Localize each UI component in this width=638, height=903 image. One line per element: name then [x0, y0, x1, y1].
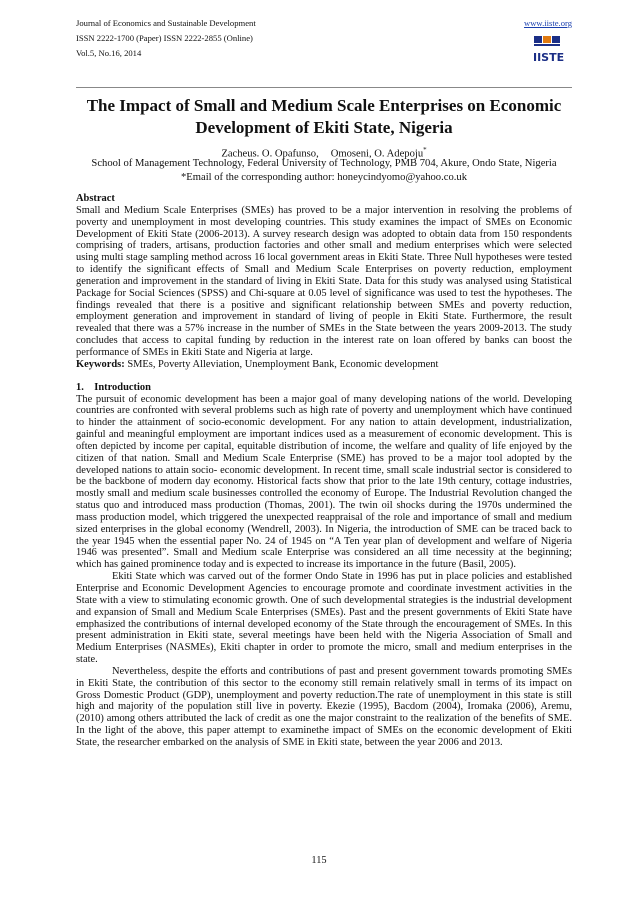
svg-text:IISTE: IISTE [533, 51, 565, 64]
paper-body [76, 193, 572, 749]
intro-paragraph-1: The pursuit of economic development has been a major goal of many developing nations of the world. Developing countries are confronted with several problems such as high rate of poverty and unemployment which have continued to hinder the attainment of socio-economic development. For any nation to attain development, industrialization, gainful and meaningful employment are important indices used as a measurement of economic development. This is often depicted by income per capital, equitable distribution of income, the welfare and quality of life enjoyed by the citizen of that nation. Small and Medium Scale Enterprise (SME) has proved to be a major tool adopted by the developed nations to attain socio- economic development. In recent time, small scale industrial sector is considered to be the backbone of modern day economy. Historical facts show that prior to the late 19th century, cottage industries, mostly small and medium scale businesses controlled the economy of Europe. The Industrial Revolution changed the status quo and introduced mass production (Thomas, 2001). The twin oil shocks during the 1970s undermined the mass production model, which triggered the unexpected reappraisal of the role and importance of small and medium sized enterprises in the global economy (Wendrell, 2003). In Nigeria, the introduction of SME can be traced back to the year 1945 when the essential paper No. 24 of 1945 on “A Ten year plan of development and welfare of Nigeria 1946 was presented”. Small and Medium scale Enterprise was considered an all time necessity at the beginning; which has gained prominence today and is expected to increase its importance in the future (Basil, 2005). [76, 393, 572, 571]
keywords-line [76, 359, 572, 371]
paper-title: The Impact of Small and Medium Scale Enterprises on Economic Development of Ekiti State, Nigeria [86, 96, 562, 137]
header-rule [76, 87, 572, 88]
journal-volume: Vol.5, No.16, 2014 [76, 48, 142, 58]
section-1-heading: 1. Introduction [76, 381, 151, 393]
page-number: 115 [311, 855, 327, 866]
keywords-text: SMEs, Poverty Alleviation, Unemployment Bank, Economic development [127, 358, 439, 370]
abstract-text: Small and Medium Scale Enterprises (SMEs) has proved to be a major intervention in resolving the problems of poverty and unemployment in most developing countries. This study examines the impact of SMEs on Economic Development of Ekiti State (2006-2013). A survey research design was adopted to obtain data from 150 respondents comprising of traders, artisans, production factories and other small and medium enterprises which were selected using multi stage sampling method across 16 local government areas in Ekiti State. Three Null hypotheses were tested to identify the significant effects of Small and Medium Scale Enterprises on poverty reduction, employment generation and improvement in the standard of living in Ekiti State. Data for this study was analysed using Statistical Package for Social Sciences (SPSS) and Chi-square at 0.05 level of significance was used to test the hypotheses. The findings revealed that there is a positive and significant relationship between SMEs and poverty reduction, employment generation and improvement in standard of living of people in Ekiti State. Furthermore, the result revealed that there was a 57% increase in the number of SMEs in the State between the years 2009-2013. The study concludes that access to capital funding by reduction in the interest rate on loan offered by banks can boost the performance of SMEs in Ekiti State and Nigeria at large. [76, 204, 572, 358]
affiliation: School of Management Technology, Federal University of Technology, PMB 704, Akure, Ondo State, Nigeria [91, 158, 557, 169]
abstract-heading: Abstract [76, 193, 115, 204]
corresponding-mark: * [423, 146, 427, 154]
journal-name: Journal of Economics and Sustainable Development [76, 18, 256, 28]
journal-header [76, 16, 572, 76]
intro-paragraph-3: Nevertheless, despite the efforts and contributions of past and present government towards promoting SMEs in Ekiti State, the contribution of this sector to the economy still remain relatively small in terms of its impact on Gross Domestic Product (GDP), unemployment and poverty reduction.The rate of unemployment in this state is still high and majority of the population still live in poverty. Ekezie (1995), Bacdom (2004), Iromaka (2006), Aremu, (2010) among others attributed the lack of credit as one the major constraint to the realization of the benefits of SME. In the light of the above, this paper attempt to examinethe impact of SMEs on the economic development of Ekiti State, the researcher embarked on the analysis of SME in Ekiti state, between the year 2006 and 2013. [76, 665, 572, 748]
author-2: Omoseni, O. Adepoju [330, 148, 424, 160]
journal-issn: ISSN 2222-1700 (Paper) ISSN 2222-2855 (Online) [76, 33, 253, 43]
author-1: Zacheus. O. Opafunso, [221, 148, 319, 160]
journal-url-link[interactable]: www.iiste.org [524, 18, 572, 28]
iiste-logo [532, 34, 568, 66]
corresponding-email: *Email of the corresponding author: honeycindyomo@yahoo.co.uk [180, 172, 467, 183]
intro-paragraph-2: Ekiti State which was carved out of the former Ondo State in 1996 has put in place policies and established Enterprise and Economic Development Agencies to encourage promote and coordinate investment activities in the State with a view to stimulating economic growth. One of such developmental strategies is the industrial development and expansion of Small and Medium Scale Enterprises (SMEs). Past and the present governments of Ekiti State have emphasized the contributions of internal developed economy of the State through the encouragement of SMEs. In this present administration in Ekiti state, several meetings have been held with the Nigeria Association of Small and Medium Enterprises (NASMEs), Ekiti chapter in order to promote the micro, small and medium enterprises in the state. [76, 571, 572, 666]
keywords-label: Keywords: [76, 358, 125, 370]
